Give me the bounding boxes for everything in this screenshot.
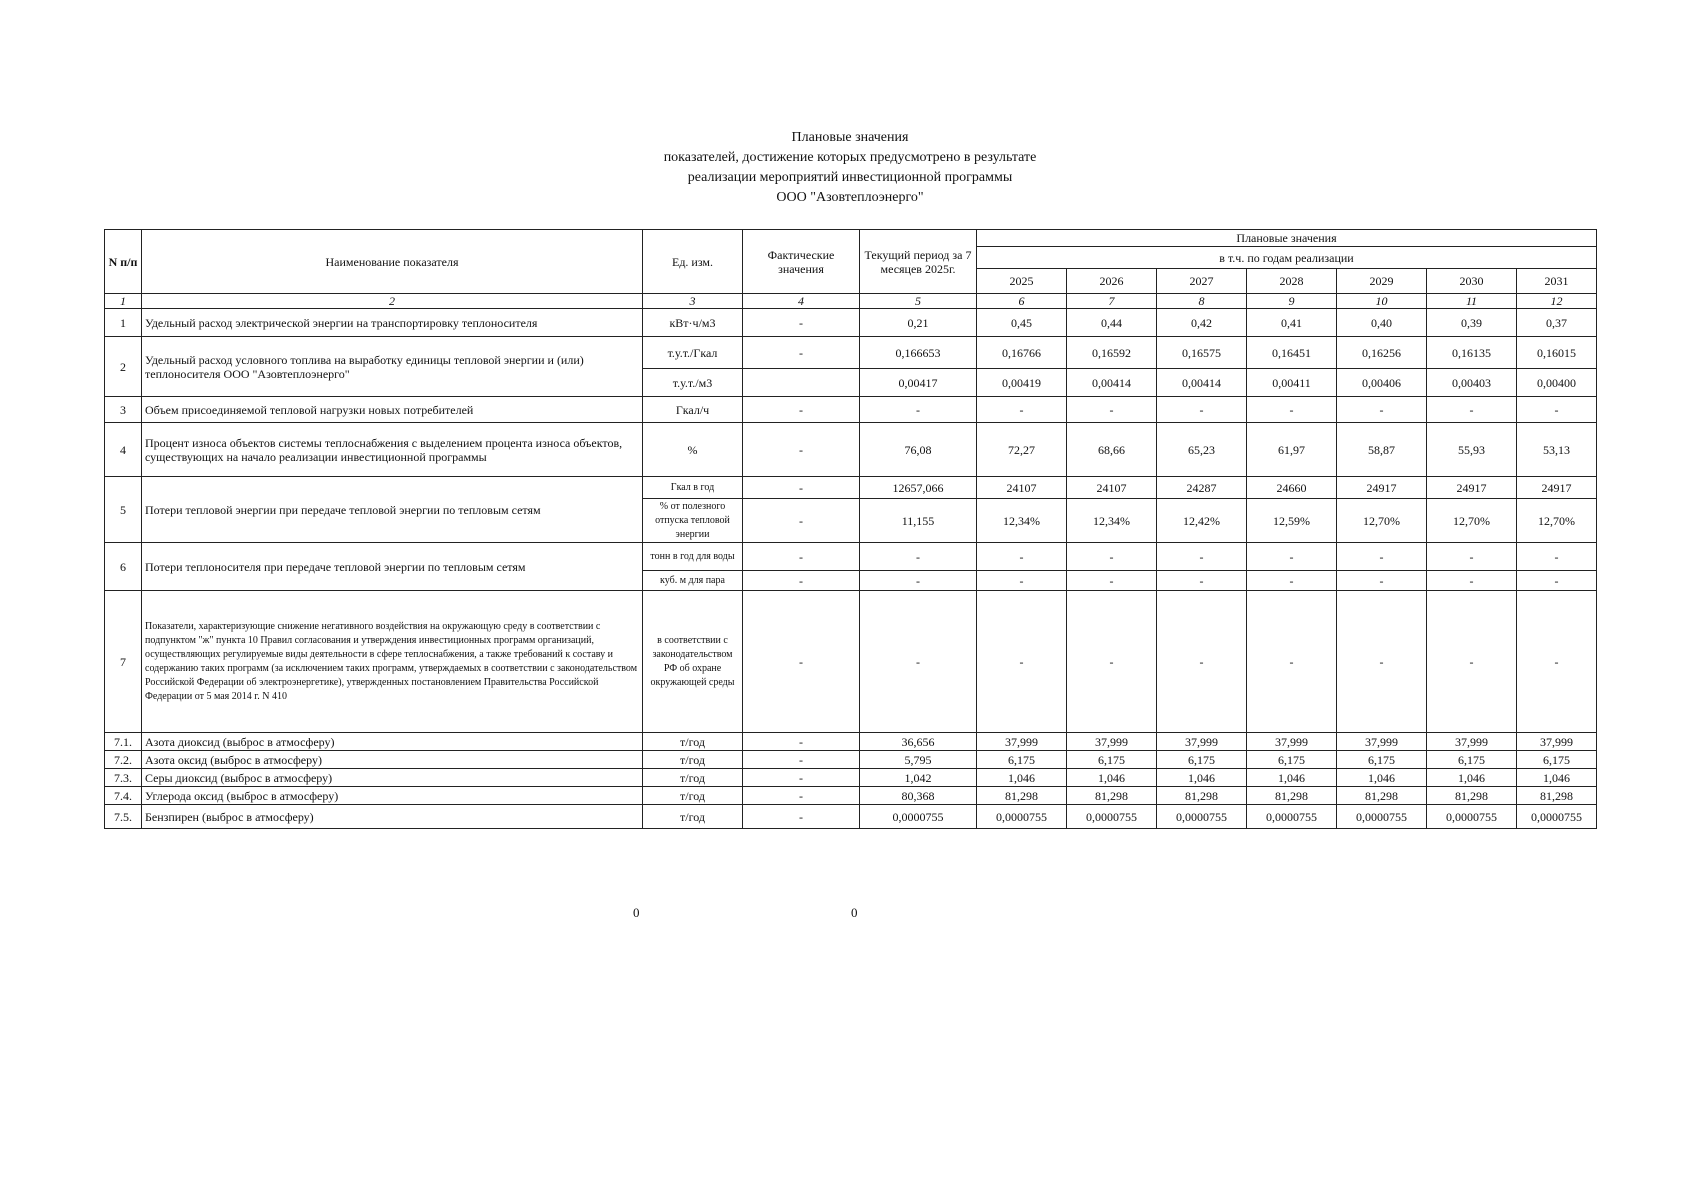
- row-unit: т/год: [643, 787, 743, 805]
- row-year-value: 81,298: [1247, 787, 1337, 805]
- document-title: [560, 128, 1140, 208]
- row-name: Удельный расход электрической энергии на транспортировку теплоносителя: [142, 309, 643, 337]
- row-year-value: 0,16015: [1517, 337, 1597, 369]
- row-year-value: 37,999: [1337, 733, 1427, 751]
- row-year-value: 0,0000755: [1067, 805, 1157, 829]
- row-year-value: 0,00400: [1517, 369, 1597, 397]
- row-current-value: -: [860, 591, 977, 733]
- row-name: Серы диоксид (выброс в атмосферу): [142, 769, 643, 787]
- row-current-value: 12657,066: [860, 477, 977, 499]
- row-actual-value: -: [743, 769, 860, 787]
- row-year-value: 0,00403: [1427, 369, 1517, 397]
- row-year-value: -: [1427, 543, 1517, 571]
- header-year: 2030: [1427, 269, 1517, 294]
- col-number: 5: [860, 294, 977, 309]
- table-row: [105, 397, 1597, 423]
- row-year-value: -: [1157, 543, 1247, 571]
- row-unit: т/год: [643, 751, 743, 769]
- row-year-value: -: [1247, 591, 1337, 733]
- table-row: [105, 751, 1597, 769]
- row-year-value: 6,175: [1517, 751, 1597, 769]
- col-number: 4: [743, 294, 860, 309]
- row-current-value: 76,08: [860, 423, 977, 477]
- col-number: 12: [1517, 294, 1597, 309]
- row-year-value: -: [1067, 571, 1157, 591]
- header-year: 2026: [1067, 269, 1157, 294]
- row-year-value: 0,0000755: [1157, 805, 1247, 829]
- row-number: 7.5.: [105, 805, 142, 829]
- header-actual: Фактические значения: [743, 230, 860, 294]
- row-year-value: -: [1337, 543, 1427, 571]
- row-actual-value: -: [743, 499, 860, 543]
- row-year-value: 6,175: [1247, 751, 1337, 769]
- row-year-value: 58,87: [1337, 423, 1427, 477]
- row-year-value: -: [1427, 397, 1517, 423]
- row-year-value: -: [1337, 571, 1427, 591]
- row-actual-value: -: [743, 805, 860, 829]
- row-year-value: 81,298: [1517, 787, 1597, 805]
- row-actual-value: -: [743, 733, 860, 751]
- row-year-value: 81,298: [1427, 787, 1517, 805]
- row-name: Бензпирен (выброс в атмосферу): [142, 805, 643, 829]
- row-actual-value: -: [743, 591, 860, 733]
- row-year-value: 0,00414: [1157, 369, 1247, 397]
- header-year: 2028: [1247, 269, 1337, 294]
- row-actual-value: [743, 369, 860, 397]
- row-year-value: 72,27: [977, 423, 1067, 477]
- row-unit: т/год: [643, 805, 743, 829]
- row-year-value: 24107: [1067, 477, 1157, 499]
- row-year-value: 24660: [1247, 477, 1337, 499]
- row-year-value: 12,70%: [1427, 499, 1517, 543]
- row-year-value: 0,00411: [1247, 369, 1337, 397]
- row-year-value: 61,97: [1247, 423, 1337, 477]
- row-name: Потери тепловой энергии при передаче тепловой энергии по тепловым сетям: [142, 477, 643, 543]
- row-unit: куб. м для пара: [643, 571, 743, 591]
- row-year-value: 53,13: [1517, 423, 1597, 477]
- row-actual-value: -: [743, 477, 860, 499]
- row-current-value: -: [860, 571, 977, 591]
- col-number: 1: [105, 294, 142, 309]
- row-unit: Гкал в год: [643, 477, 743, 499]
- row-year-value: 0,39: [1427, 309, 1517, 337]
- table-row: [105, 309, 1597, 337]
- row-current-value: 11,155: [860, 499, 977, 543]
- footer-right-value: 0: [851, 905, 858, 920]
- row-year-value: -: [1517, 397, 1597, 423]
- row-year-value: 24917: [1517, 477, 1597, 499]
- title-line-3: реализации мероприятий инвестиционной программы: [687, 170, 1013, 185]
- row-name: Удельный расход условного топлива на выработку единицы тепловой энергии и (или) теплоносителя ООО "Азовтеплоэнерго": [142, 337, 643, 397]
- row-year-value: 0,16135: [1427, 337, 1517, 369]
- header-year: 2031: [1517, 269, 1597, 294]
- row-name: Азота диоксид (выброс в атмосферу): [142, 733, 643, 751]
- row-year-value: 0,0000755: [1427, 805, 1517, 829]
- row-year-value: 0,0000755: [1247, 805, 1337, 829]
- row-name: Углерода оксид (выброс в атмосферу): [142, 787, 643, 805]
- row-year-value: 12,34%: [977, 499, 1067, 543]
- row-year-value: 1,046: [1247, 769, 1337, 787]
- table-row: [105, 477, 1597, 499]
- col-number: 6: [977, 294, 1067, 309]
- row-unit: кВт·ч/м3: [643, 309, 743, 337]
- row-year-value: -: [1247, 397, 1337, 423]
- table-row: [105, 769, 1597, 787]
- row-year-value: 6,175: [1067, 751, 1157, 769]
- row-actual-value: -: [743, 571, 860, 591]
- row-year-value: 68,66: [1067, 423, 1157, 477]
- row-number: 7.4.: [105, 787, 142, 805]
- row-year-value: 0,37: [1517, 309, 1597, 337]
- row-year-value: 37,999: [1157, 733, 1247, 751]
- row-year-value: -: [1337, 591, 1427, 733]
- row-year-value: 55,93: [1427, 423, 1517, 477]
- row-current-value: 1,042: [860, 769, 977, 787]
- row-year-value: 81,298: [1337, 787, 1427, 805]
- row-year-value: -: [1337, 397, 1427, 423]
- row-year-value: 0,00406: [1337, 369, 1427, 397]
- row-year-value: 6,175: [977, 751, 1067, 769]
- row-year-value: 0,16575: [1157, 337, 1247, 369]
- row-unit: т/год: [643, 733, 743, 751]
- table-row: [105, 733, 1597, 751]
- row-year-value: 0,45: [977, 309, 1067, 337]
- row-year-value: 0,16256: [1337, 337, 1427, 369]
- row-actual-value: -: [743, 751, 860, 769]
- row-name: Процент износа объектов системы теплоснабжения с выделением процента износа объектов, существующих на начало реализации инвестиционной программы: [142, 423, 643, 477]
- row-name: Потери теплоносителя при передаче тепловой энергии по тепловым сетям: [142, 543, 643, 591]
- column-numbers-row: [105, 294, 1597, 309]
- row-year-value: 37,999: [1247, 733, 1337, 751]
- row-year-value: -: [1517, 543, 1597, 571]
- row-number: 7: [105, 591, 142, 733]
- row-year-value: -: [1427, 591, 1517, 733]
- row-current-value: 0,00417: [860, 369, 977, 397]
- row-year-value: -: [1157, 397, 1247, 423]
- col-number: 9: [1247, 294, 1337, 309]
- row-year-value: 1,046: [1157, 769, 1247, 787]
- col-number: 2: [142, 294, 643, 309]
- col-number: 3: [643, 294, 743, 309]
- row-current-value: 36,656: [860, 733, 977, 751]
- row-number: 5: [105, 477, 142, 543]
- row-year-value: -: [977, 571, 1067, 591]
- row-number: 1: [105, 309, 142, 337]
- row-year-value: 12,70%: [1517, 499, 1597, 543]
- table-row: [105, 805, 1597, 829]
- row-unit: т/год: [643, 769, 743, 787]
- row-current-value: 5,795: [860, 751, 977, 769]
- row-year-value: 1,046: [1427, 769, 1517, 787]
- header-num: N п/п: [105, 230, 142, 294]
- row-year-value: 0,16451: [1247, 337, 1337, 369]
- row-number: 7.3.: [105, 769, 142, 787]
- row-year-value: -: [1247, 543, 1337, 571]
- row-year-value: 37,999: [1427, 733, 1517, 751]
- row-year-value: 0,16766: [977, 337, 1067, 369]
- row-year-value: 0,00414: [1067, 369, 1157, 397]
- row-current-value: 0,166653: [860, 337, 977, 369]
- row-year-value: 6,175: [1157, 751, 1247, 769]
- row-number: 7.1.: [105, 733, 142, 751]
- row-number: 4: [105, 423, 142, 477]
- row-year-value: 6,175: [1337, 751, 1427, 769]
- row-current-value: -: [860, 397, 977, 423]
- row-year-value: -: [1427, 571, 1517, 591]
- col-number: 8: [1157, 294, 1247, 309]
- row-year-value: 81,298: [977, 787, 1067, 805]
- row-year-value: 12,34%: [1067, 499, 1157, 543]
- row-number: 7.2.: [105, 751, 142, 769]
- row-actual-value: -: [743, 309, 860, 337]
- row-unit: т.у.т./м3: [643, 369, 743, 397]
- row-year-value: -: [1517, 591, 1597, 733]
- header-planned: Плановые значения: [977, 230, 1597, 247]
- row-year-value: 0,40: [1337, 309, 1427, 337]
- row-year-value: 0,0000755: [977, 805, 1067, 829]
- row-year-value: 24917: [1427, 477, 1517, 499]
- row-current-value: 0,0000755: [860, 805, 977, 829]
- row-year-value: 37,999: [1517, 733, 1597, 751]
- row-number: 6: [105, 543, 142, 591]
- row-year-value: 12,70%: [1337, 499, 1427, 543]
- row-year-value: 81,298: [1157, 787, 1247, 805]
- row-number: 3: [105, 397, 142, 423]
- row-year-value: 65,23: [1157, 423, 1247, 477]
- row-year-value: 0,16592: [1067, 337, 1157, 369]
- row-actual-value: -: [743, 423, 860, 477]
- header-year: 2029: [1337, 269, 1427, 294]
- row-unit: Гкал/ч: [643, 397, 743, 423]
- title-line-2: показателей, достижение которых предусмотрено в результате: [663, 150, 1037, 165]
- row-year-value: 1,046: [1067, 769, 1157, 787]
- header-current: Текущий период за 7 месяцев 2025г.: [860, 230, 977, 294]
- row-year-value: -: [1157, 571, 1247, 591]
- row-year-value: 0,00419: [977, 369, 1067, 397]
- header-name: Наименование показателя: [142, 230, 643, 294]
- row-year-value: 37,999: [977, 733, 1067, 751]
- row-year-value: 37,999: [1067, 733, 1157, 751]
- row-year-value: -: [977, 591, 1067, 733]
- row-unit: в соответствии с законодательством РФ об охране окружающей среды: [643, 591, 743, 733]
- table-row: [105, 337, 1597, 369]
- row-name: Показатели, характеризующие снижение негативного воздействия на окружающую среду в соответствии с подпунктом "ж" пункта 10 Правил согласования и утверждения инвестиционных программ организаций, осуществляющих регулируемые виды деятельности в сфере теплоснабжения, а также требований к составу и содержанию таких программ (за исключением таких программ, утверждаемых в соответствии с законодательством Российской Федерации об электроэнергетике), утвержденных постановлением Правительства Российской Федерации от 5 мая 2014 г. N 410: [142, 591, 643, 733]
- row-year-value: -: [1247, 571, 1337, 591]
- row-year-value: -: [977, 397, 1067, 423]
- table-row: [105, 591, 1597, 733]
- row-year-value: 12,59%: [1247, 499, 1337, 543]
- table-row: [105, 423, 1597, 477]
- row-year-value: -: [1067, 591, 1157, 733]
- footer-left-value: 0: [633, 905, 640, 920]
- col-number: 7: [1067, 294, 1157, 309]
- row-year-value: 1,046: [977, 769, 1067, 787]
- row-unit: % от полезного отпуска тепловой энергии: [643, 499, 743, 543]
- row-year-value: -: [977, 543, 1067, 571]
- row-year-value: 24107: [977, 477, 1067, 499]
- row-actual-value: -: [743, 397, 860, 423]
- title-line-1: Плановые значения: [791, 130, 909, 145]
- row-year-value: 24287: [1157, 477, 1247, 499]
- row-name: Азота оксид (выброс в атмосферу): [142, 751, 643, 769]
- row-year-value: 6,175: [1427, 751, 1517, 769]
- row-number: 2: [105, 337, 142, 397]
- row-unit: тонн в год для воды: [643, 543, 743, 571]
- row-year-value: 24917: [1337, 477, 1427, 499]
- header-unit: Ед. изм.: [643, 230, 743, 294]
- row-name: Объем присоединяемой тепловой нагрузки новых потребителей: [142, 397, 643, 423]
- header-by-years: в т.ч. по годам реализации: [977, 247, 1597, 269]
- row-year-value: 0,41: [1247, 309, 1337, 337]
- row-year-value: 12,42%: [1157, 499, 1247, 543]
- row-current-value: -: [860, 543, 977, 571]
- row-year-value: -: [1067, 543, 1157, 571]
- col-number: 11: [1427, 294, 1517, 309]
- row-year-value: 0,0000755: [1337, 805, 1427, 829]
- row-actual-value: -: [743, 337, 860, 369]
- row-year-value: -: [1517, 571, 1597, 591]
- table-row: [105, 543, 1597, 571]
- indicators-table: [104, 229, 1597, 829]
- table-row: [105, 787, 1597, 805]
- row-year-value: 1,046: [1337, 769, 1427, 787]
- col-number: 10: [1337, 294, 1427, 309]
- row-year-value: 0,0000755: [1517, 805, 1597, 829]
- row-unit: %: [643, 423, 743, 477]
- row-actual-value: -: [743, 787, 860, 805]
- row-current-value: 0,21: [860, 309, 977, 337]
- row-year-value: 0,44: [1067, 309, 1157, 337]
- row-year-value: 0,42: [1157, 309, 1247, 337]
- row-year-value: -: [1067, 397, 1157, 423]
- row-year-value: 1,046: [1517, 769, 1597, 787]
- row-actual-value: -: [743, 543, 860, 571]
- row-unit: т.у.т./Гкал: [643, 337, 743, 369]
- table-body: [105, 309, 1597, 829]
- row-current-value: 80,368: [860, 787, 977, 805]
- header-year: 2025: [977, 269, 1067, 294]
- title-line-4: ООО "Азовтеплоэнерго": [776, 190, 924, 205]
- row-year-value: 81,298: [1067, 787, 1157, 805]
- header-year: 2027: [1157, 269, 1247, 294]
- row-year-value: -: [1157, 591, 1247, 733]
